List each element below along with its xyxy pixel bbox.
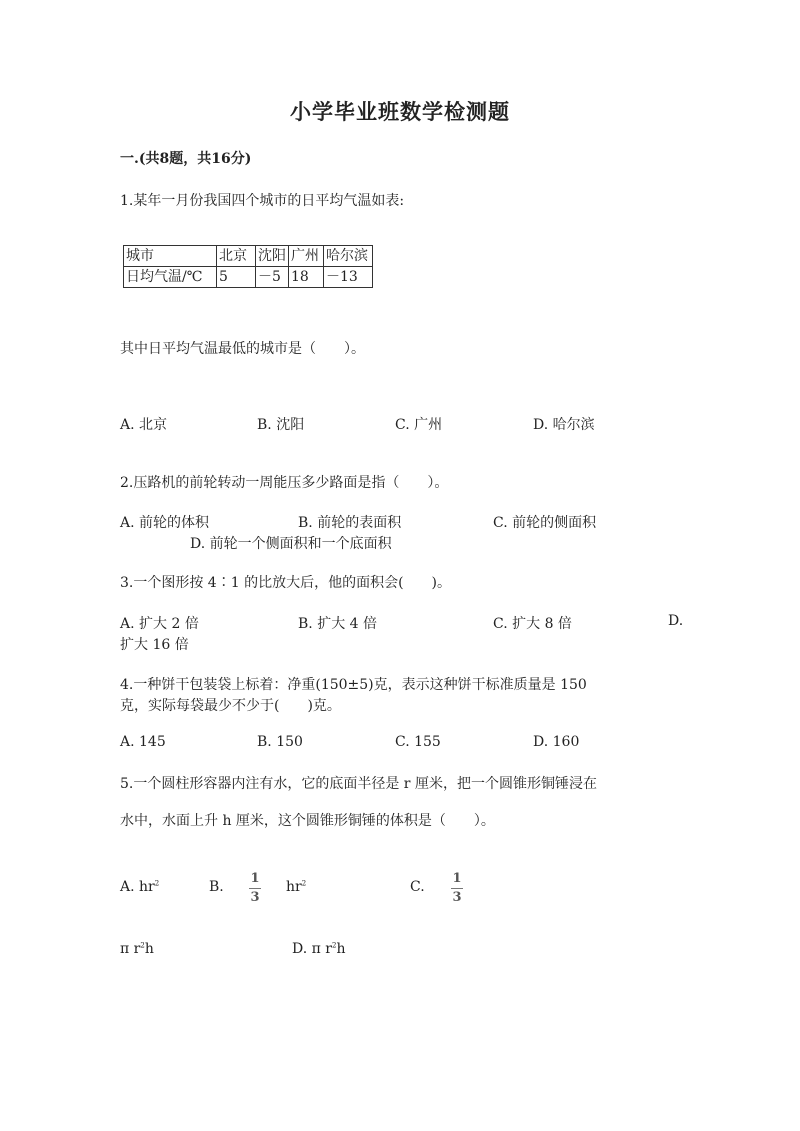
q3-stem: 3.一个图形按 4∶1 的比放大后，他的面积会( )。 (120, 575, 451, 591)
table-cell: 18 (289, 267, 324, 288)
q1-stem: 1.某年一月份我国四个城市的日平均气温如表: (120, 193, 405, 209)
temperature-table (123, 245, 373, 288)
q5-option-d (292, 941, 345, 957)
fraction-denominator: 3 (250, 890, 260, 905)
superscript: 2 (301, 879, 307, 888)
fraction-one-third (249, 872, 261, 905)
fraction-numerator: 1 (452, 871, 462, 886)
q5-option-c-expr: π r (120, 941, 141, 957)
table-cell: 沈阳 (256, 246, 289, 267)
fraction-bar (249, 888, 261, 889)
q1-ask: 其中日平均气温最低的城市是（ ）。 (120, 341, 365, 357)
table-cell: 5 (217, 267, 256, 288)
page-title: 小学毕业班数学检测题 (290, 99, 510, 124)
fraction-bar (451, 888, 463, 889)
q5-option-b-expr: hr (286, 879, 302, 895)
q3-option-d-label: D. (668, 613, 684, 629)
table-cell: 城市 (124, 246, 217, 267)
q5-option-b-label: B. (209, 879, 224, 895)
q4-option-c: C. 155 (395, 734, 441, 750)
q5-option-c-tail: h (144, 941, 154, 957)
q4-option-a: A. 145 (120, 734, 166, 750)
table-row (124, 267, 373, 288)
section-heading: 一.(共8题，共16分) (120, 151, 252, 167)
q5-stem-line2: 水中，水面上升 h 厘米，这个圆锥形铜锤的体积是（ ）。 (120, 813, 495, 829)
table-cell: 哈尔滨 (324, 246, 373, 267)
q5-option-d-tail: h (336, 941, 346, 957)
q2-option-b: B. 前轮的表面积 (298, 515, 402, 531)
q3-option-b: B. 扩大 4 倍 (298, 616, 377, 632)
q3-option-c: C. 扩大 8 倍 (493, 616, 572, 632)
table-header-row (124, 246, 373, 267)
q4-option-d: D. 160 (533, 734, 580, 750)
table-cell: －13 (324, 267, 373, 288)
q4-option-b: B. 150 (257, 734, 303, 750)
fraction-denominator: 3 (452, 890, 462, 905)
fraction-numerator: 1 (250, 871, 260, 886)
table-cell: －5 (256, 267, 289, 288)
q4-stem-line1: 4.一种饼干包装袋上标着：净重(150±5)克，表示这种饼干标准质量是 150 (120, 677, 587, 693)
q5-option-c-continued (120, 941, 154, 957)
q5-option-b-text (286, 879, 306, 895)
q5-option-a-text: A. hr (120, 879, 155, 895)
superscript: 2 (140, 941, 145, 950)
q2-option-a: A. 前轮的体积 (120, 515, 210, 531)
q1-option-d: D. 哈尔滨 (533, 417, 595, 433)
fraction-one-third (451, 872, 463, 905)
q5-option-c-label: C. (410, 879, 425, 895)
q1-option-a: A. 北京 (120, 417, 168, 433)
q2-option-c: C. 前轮的侧面积 (493, 515, 597, 531)
q5-option-d-expr: D. π r (292, 941, 332, 957)
q5-stem-line1: 5.一个圆柱形容器内注有水，它的底面半径是 r 厘米，把一个圆锥形铜锤浸在 (120, 776, 597, 792)
q3-option-d-text: 扩大 16 倍 (120, 637, 189, 653)
q2-stem: 2.压路机的前轮转动一周能压多少路面是指（ ）。 (120, 475, 449, 491)
table-cell: 广州 (289, 246, 324, 267)
q5-option-a (120, 879, 159, 895)
superscript: 2 (154, 879, 160, 888)
q1-option-b: B. 沈阳 (257, 417, 305, 433)
q2-option-d: D. 前轮一个侧面积和一个底面积 (190, 536, 392, 552)
q1-option-c: C. 广州 (395, 417, 443, 433)
table-cell: 日均气温/℃ (124, 267, 217, 288)
q4-stem-line2: 克，实际每袋最少不少于( )克。 (120, 698, 341, 714)
superscript: 2 (331, 941, 337, 950)
q3-option-a: A. 扩大 2 倍 (120, 616, 199, 632)
table-cell: 北京 (217, 246, 256, 267)
